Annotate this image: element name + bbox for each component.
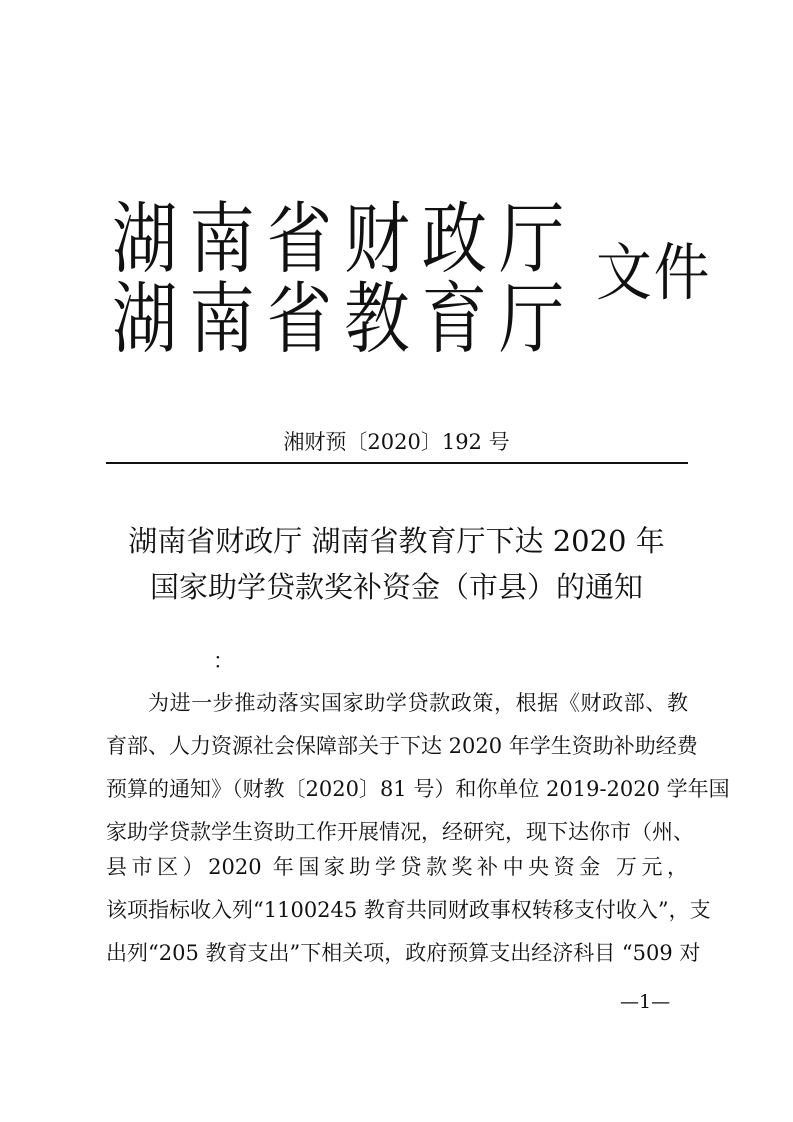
body-text-line: 家助学贷款学生资助工作开展情况，经研究，现下达你市（州、 <box>106 820 694 844</box>
page-number: —1— <box>620 991 671 1013</box>
body-text-line: 育部、人力资源社会保障部关于下达 2020 年学生资助补助经费 <box>106 734 698 758</box>
body-text-line: 该项指标收入列“1100245 教育共同财政事权转移支付收入”，支 <box>106 898 711 922</box>
body-text-line: 出列“205 教育支出”下相关项，政府预算支出经济科目 “509 对 <box>106 941 701 965</box>
document-title-line-1: 湖南省财政厅 湖南省教育厅下达 2020 年 <box>128 524 665 558</box>
body-text-line: 为进一步推动落实国家助学贷款政策，根据《财政部、教 <box>148 691 688 715</box>
body-text-line: 县市区）2020 年国家助学贷款奖补中央资金 万元， <box>106 855 688 879</box>
issuer-line-education-dept: 湖南省教育厅 <box>112 272 577 364</box>
header-divider <box>106 462 688 464</box>
document-type-label: 文件 <box>596 236 712 309</box>
body-text-line: 预算的通知》（财教〔2020〕81 号）和你单位 2019-2020 学年国 <box>106 777 730 801</box>
document-number: 湘财预〔2020〕192 号 <box>283 430 510 454</box>
document-title-line-2: 国家助学贷款奖补资金（市县）的通知 <box>149 570 643 604</box>
addressee: ： <box>213 649 234 673</box>
issuer-line-finance-dept: 湖南省财政厅 <box>112 192 577 284</box>
